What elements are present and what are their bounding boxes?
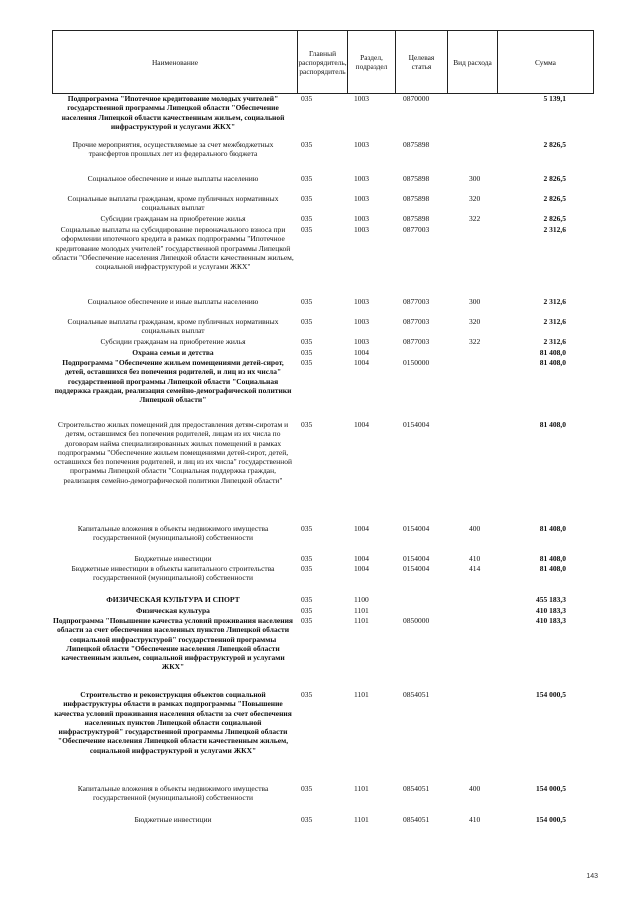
row-name: Строительство и реконструкция объектов социальной инфраструктуры области в рамках подпрограммы "Повышение качества условий проживания населения области за счет обеспечения населенных пунктов Липецкой области социальной инфраструктурой" государственной программы Липецкой области "Обеспечение населения Липецкой области качественным жильем, социальной инфраструктурой и услугами ЖКХ"	[54, 690, 292, 755]
row-section: 1101	[354, 784, 369, 793]
row-amount: 5 139,1	[543, 94, 566, 103]
row-grbs: 035	[301, 337, 313, 346]
row-grbs: 035	[301, 174, 313, 183]
row-target-article: 0870000	[403, 94, 430, 103]
row-target-article: 0154004	[403, 564, 430, 573]
row-target-article: 0150000	[403, 358, 430, 367]
row-target-article: 0154004	[403, 554, 430, 563]
table-row	[52, 616, 594, 690]
row-name: Бюджетные инвестиции	[134, 554, 212, 563]
header-target-article: Целевая статья	[395, 31, 447, 93]
header-section: Раздел, подраздел	[347, 31, 395, 93]
row-target-article: 0877003	[403, 317, 430, 326]
row-section: 1003	[354, 94, 369, 103]
row-amount: 455 183,3	[536, 595, 566, 604]
row-name: Физическая культура	[136, 606, 210, 615]
row-amount: 2 826,5	[543, 214, 566, 223]
row-target-article: 0154004	[403, 420, 430, 429]
row-amount: 2 826,5	[543, 140, 566, 149]
row-grbs: 035	[301, 420, 313, 429]
row-section: 1004	[354, 554, 369, 563]
row-name: Капитальные вложения в объекты недвижимого имущества государственной (муниципальной) собственности	[77, 784, 269, 803]
row-target-article: 0854051	[403, 784, 430, 793]
table-row	[52, 524, 594, 554]
row-amount: 81 408,0	[539, 524, 566, 533]
row-section: 1004	[354, 348, 369, 357]
table-row	[52, 815, 594, 825]
row-target-article: 0877003	[403, 297, 430, 306]
row-section: 1003	[354, 297, 369, 306]
row-name: Прочие мероприятия, осуществляемые за счет межбюджетных трансфертов прошлых лет из федерального бюджета	[72, 140, 274, 159]
row-target-article: 0854051	[403, 690, 430, 699]
header-expense-type: Вид расхода	[447, 31, 497, 93]
row-section: 1101	[354, 616, 369, 625]
row-grbs: 035	[301, 564, 313, 573]
row-section: 1003	[354, 214, 369, 223]
header-name: Наименование	[151, 57, 199, 67]
table-row	[52, 225, 594, 297]
row-grbs: 035	[301, 815, 313, 824]
row-name: Подпрограмма "Повышение качества условий проживания населения области за счет обеспечения населенных пунктов Липецкой области социальной инфраструктурой" государственной программы Липецкой области "Обеспечение населения Липецкой области качественным жильем, социальной инфраструктурой и услугами ЖКХ"	[53, 616, 293, 672]
row-target-article: 0875898	[403, 174, 430, 183]
row-name: Социальное обеспечение и иные выплаты населению	[87, 174, 259, 183]
row-grbs: 035	[301, 690, 313, 699]
row-name: Социальное обеспечение и иные выплаты населению	[87, 297, 259, 306]
row-grbs: 035	[301, 524, 313, 533]
row-name: Охрана семьи и детства	[132, 348, 214, 357]
row-grbs: 035	[301, 297, 313, 306]
row-grbs: 035	[301, 595, 313, 604]
row-name: ФИЗИЧЕСКАЯ КУЛЬТУРА И СПОРТ	[106, 595, 240, 604]
row-expense-type: 414	[469, 564, 481, 573]
row-section: 1003	[354, 174, 369, 183]
table-row	[52, 690, 594, 784]
row-amount: 154 000,5	[536, 690, 566, 699]
row-grbs: 035	[301, 348, 313, 357]
row-expense-type: 400	[469, 784, 481, 793]
row-amount: 154 000,5	[536, 784, 566, 793]
row-amount: 2 312,6	[543, 297, 566, 306]
row-amount: 2 826,5	[543, 174, 566, 183]
row-grbs: 035	[301, 94, 313, 103]
row-name: Социальные выплаты гражданам, кроме публичных нормативных социальных выплат	[67, 317, 279, 336]
row-name: Бюджетные инвестиции	[134, 815, 212, 824]
row-name: Капитальные вложения в объекты недвижимого имущества государственной (муниципальной) собственности	[77, 524, 269, 543]
table-row	[52, 317, 594, 337]
table-row	[52, 194, 594, 214]
row-name: Социальные выплаты на субсидирование первоначального взноса при оформлении ипотечного кредита в рамках подпрограммы "Ипотечное кредитование молодых учителей" государственной программы Липецкой области "Обеспечение населения Липецкой области качественным жильем, социальной инфраструктурой и услугами ЖКХ"	[52, 225, 294, 272]
table-row	[52, 595, 594, 606]
table-row	[52, 358, 594, 420]
table-row	[52, 606, 594, 616]
page-number: 143	[586, 873, 598, 880]
row-grbs: 035	[301, 784, 313, 793]
row-grbs: 035	[301, 140, 313, 149]
row-expense-type: 410	[469, 815, 481, 824]
row-name: Бюджетные инвестиции в объекты капитального строительства государственной (муниципальной) собственности	[71, 564, 275, 583]
row-name: Социальные выплаты гражданам, кроме публичных нормативных социальных выплат	[67, 194, 279, 213]
row-expense-type: 322	[469, 214, 481, 223]
row-grbs: 035	[301, 554, 313, 563]
row-target-article: 0877003	[403, 225, 430, 234]
row-section: 1003	[354, 337, 369, 346]
row-section: 1101	[354, 690, 369, 699]
row-section: 1101	[354, 606, 369, 615]
header-main-manager: Главный распорядитель, распорядитель	[297, 31, 347, 93]
row-amount: 410 183,3	[536, 606, 566, 615]
table-row	[52, 348, 594, 358]
row-name: Подпрограмма "Обеспечение жильем помещениями детей-сирот, детей, оставшихся без попечения родителей, и лиц из их числа" государственной программы Липецкой области "Социальная поддержка граждан, реализация семейно-демографической политики Липецкой области"	[54, 358, 292, 405]
row-section: 1004	[354, 564, 369, 573]
row-expense-type: 300	[469, 174, 481, 183]
row-name: Субсидии гражданам на приобретение жилья	[100, 337, 246, 346]
table-row	[52, 297, 594, 317]
row-grbs: 035	[301, 606, 313, 615]
row-section: 1003	[354, 194, 369, 203]
row-target-article: 0875898	[403, 140, 430, 149]
row-target-article: 0877003	[403, 337, 430, 346]
row-amount: 81 408,0	[539, 348, 566, 357]
row-amount: 81 408,0	[539, 358, 566, 367]
row-grbs: 035	[301, 194, 313, 203]
row-section: 1101	[354, 815, 369, 824]
row-amount: 2 312,6	[543, 317, 566, 326]
table-row	[52, 94, 594, 140]
table-row	[52, 784, 594, 815]
row-target-article: 0875898	[403, 214, 430, 223]
row-grbs: 035	[301, 214, 313, 223]
table-row	[52, 174, 594, 194]
table-row	[52, 337, 594, 348]
row-grbs: 035	[301, 225, 313, 234]
row-expense-type: 322	[469, 337, 481, 346]
row-amount: 2 312,6	[543, 337, 566, 346]
row-amount: 2 826,5	[543, 194, 566, 203]
row-section: 1004	[354, 524, 369, 533]
row-expense-type: 400	[469, 524, 481, 533]
table-row	[52, 214, 594, 225]
table-row	[52, 420, 594, 524]
row-amount: 2 312,6	[543, 225, 566, 234]
row-name: Подпрограмма "Ипотечное кредитование молодых учителей" государственной программы Липецкой области "Обеспечение населения Липецкой области качественным жильем, социальной инфраструктурой и услугами ЖКХ"	[61, 94, 285, 131]
row-target-article: 0154004	[403, 524, 430, 533]
row-expense-type: 300	[469, 297, 481, 306]
row-name: Субсидии гражданам на приобретение жилья	[100, 214, 246, 223]
row-expense-type: 320	[469, 194, 481, 203]
row-section: 1004	[354, 420, 369, 429]
table-row	[52, 554, 594, 564]
row-amount: 81 408,0	[539, 564, 566, 573]
row-section: 1004	[354, 358, 369, 367]
row-target-article: 0875898	[403, 194, 430, 203]
table-header	[52, 30, 594, 94]
budget-table-body	[52, 94, 594, 825]
row-target-article: 0854051	[403, 815, 430, 824]
row-expense-type: 410	[469, 554, 481, 563]
row-amount: 81 408,0	[539, 420, 566, 429]
row-target-article: 0850000	[403, 616, 430, 625]
header-amount: Сумма	[497, 31, 593, 93]
row-section: 1003	[354, 317, 369, 326]
row-amount: 410 183,3	[536, 616, 566, 625]
row-name: Строительство жилых помещений для предоставления детям-сиротам и детям, оставшимся без попечения родителей, лицам из их числа по договорам найма специализированных жилых помещений в рамках подпрограммы "Обеспечение жильем помещениями детей-сирот, детей, оставшихся без попечения родителей, и лиц из их числа" государственной программы Липецкой области "Социальная поддержка граждан, реализация семейно-демографической политики Липецкой области"	[54, 420, 292, 485]
table-row	[52, 140, 594, 174]
row-grbs: 035	[301, 358, 313, 367]
table-row	[52, 564, 594, 595]
row-section: 1003	[354, 225, 369, 234]
row-grbs: 035	[301, 616, 313, 625]
row-grbs: 035	[301, 317, 313, 326]
row-amount: 81 408,0	[539, 554, 566, 563]
row-section: 1100	[354, 595, 369, 604]
row-section: 1003	[354, 140, 369, 149]
row-expense-type: 320	[469, 317, 481, 326]
row-amount: 154 000,5	[536, 815, 566, 824]
